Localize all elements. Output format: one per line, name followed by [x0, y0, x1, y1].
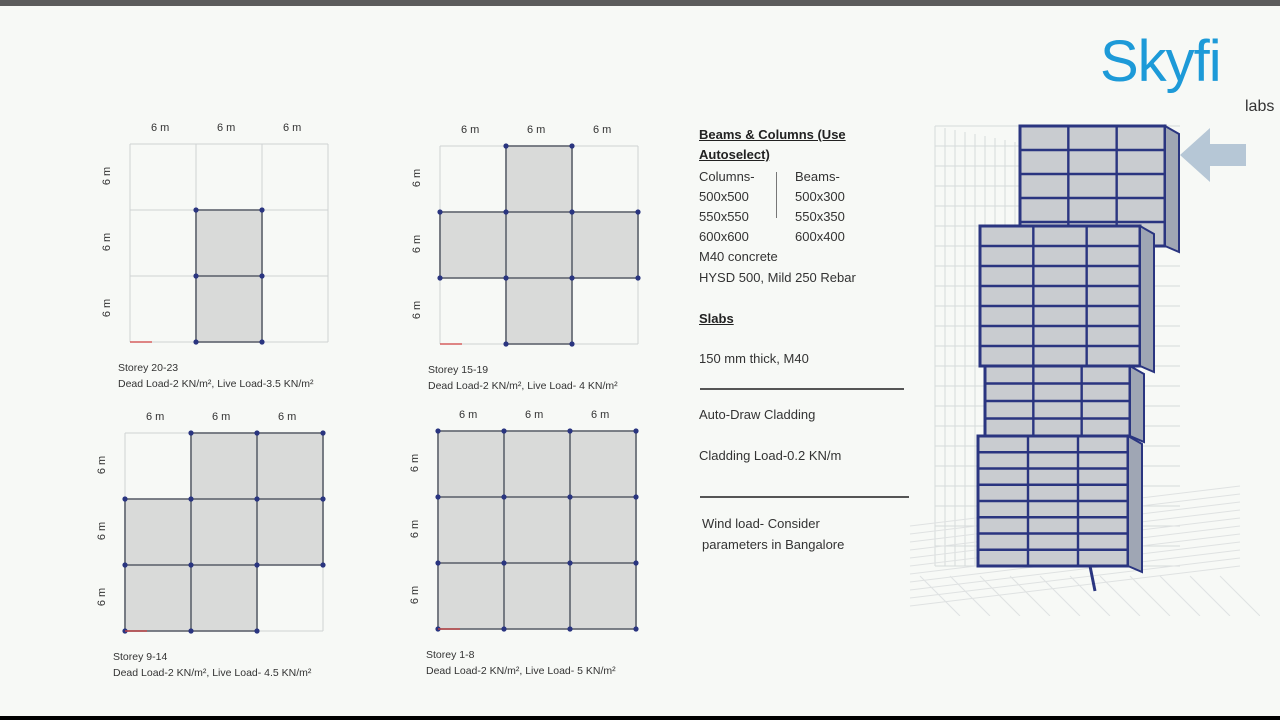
column-node — [193, 273, 198, 278]
wind-load-line1: Wind load- Consider — [702, 516, 820, 531]
columns-label: Columns- — [699, 169, 755, 184]
column-node — [259, 339, 264, 344]
plan-caption-title: Storey 1-8 — [426, 649, 475, 661]
column-node — [633, 428, 638, 433]
plan-caption-loads: Dead Load-2 KN/m², Live Load- 4 KN/m² — [428, 380, 618, 392]
tower-upper-block — [980, 226, 1154, 372]
floor-grid-line — [950, 576, 990, 616]
column-node — [567, 494, 572, 499]
slab-panel — [125, 565, 191, 631]
dimension-label-side: 6 m — [96, 521, 109, 541]
floor-grid-line — [980, 576, 1020, 616]
dimension-label-side: 6 m — [409, 453, 422, 473]
slab-description: 150 mm thick, M40 — [699, 351, 809, 366]
slab-panel — [257, 433, 323, 499]
floor-grid-line — [1220, 576, 1260, 616]
beam-size-3: 600x400 — [795, 229, 845, 244]
column-node — [569, 275, 574, 280]
slab-panel — [570, 497, 636, 563]
slab-panel — [506, 212, 572, 278]
column-node — [193, 339, 198, 344]
dimension-label-top: 6 m — [459, 409, 478, 421]
dimension-label-side: 6 m — [411, 168, 424, 188]
divider-1 — [700, 388, 904, 390]
slab-panel — [438, 497, 504, 563]
slab-panel — [504, 431, 570, 497]
plan-caption-title: Storey 9-14 — [113, 651, 168, 663]
column-node — [567, 428, 572, 433]
dimension-label-side: 6 m — [409, 519, 422, 539]
tower-base-block — [978, 436, 1142, 572]
column-node — [259, 207, 264, 212]
beams-label: Beams- — [795, 169, 840, 184]
tower-middle-block — [985, 366, 1144, 442]
floor-plan-storey-20-23 — [100, 114, 360, 390]
rebar-grade: HYSD 500, Mild 250 Rebar — [699, 270, 856, 285]
dimension-label-side: 6 m — [101, 166, 114, 186]
dimension-label-side: 6 m — [411, 234, 424, 254]
column-node — [254, 628, 259, 633]
slab-panel — [196, 210, 262, 276]
dimension-label-top: 6 m — [278, 411, 297, 423]
column-node — [188, 562, 193, 567]
slab-panel — [257, 499, 323, 565]
plan-caption-title: Storey 20-23 — [118, 362, 179, 374]
plan-grid — [95, 403, 355, 633]
column-node — [259, 273, 264, 278]
column-node — [567, 626, 572, 631]
column-node — [501, 428, 506, 433]
column-node — [435, 494, 440, 499]
column-size-3: 600x600 — [699, 229, 749, 244]
column-beam-divider — [776, 172, 777, 218]
dimension-label-top: 6 m — [593, 124, 612, 136]
slab-panel — [196, 276, 262, 342]
cladding-text: Auto-Draw Cladding — [699, 407, 816, 422]
block-side-face — [1130, 366, 1144, 442]
beam-size-2: 550x350 — [795, 209, 845, 224]
dimension-label-top: 6 m — [525, 409, 544, 421]
skyfi-logo-subtext: labs — [1245, 98, 1275, 115]
column-node — [435, 560, 440, 565]
dimension-label-side: 6 m — [96, 455, 109, 475]
dimension-label-top: 6 m — [146, 411, 165, 423]
block-side-face — [1165, 126, 1179, 252]
column-node — [320, 562, 325, 567]
slab-panel — [570, 563, 636, 629]
slab-panel — [191, 565, 257, 631]
slab-panel — [504, 563, 570, 629]
column-node — [569, 143, 574, 148]
slab-panel — [504, 497, 570, 563]
column-node — [122, 496, 127, 501]
dimension-label-top: 6 m — [151, 122, 170, 134]
slab-panel — [570, 431, 636, 497]
dimension-label-side: 6 m — [96, 587, 109, 607]
wind-load-line2: parameters in Bangalore — [702, 537, 845, 552]
beam-size-1: 500x300 — [795, 189, 845, 204]
column-node — [503, 275, 508, 280]
column-node — [188, 496, 193, 501]
column-node — [435, 428, 440, 433]
column-node — [188, 430, 193, 435]
column-node — [503, 209, 508, 214]
slab-panel — [572, 212, 638, 278]
plan-caption — [113, 649, 311, 681]
dimension-label-side: 6 m — [101, 298, 114, 318]
slab-panel — [440, 212, 506, 278]
slabs-heading: Slabs — [699, 311, 734, 326]
floor-plan-storey-15-19 — [410, 116, 670, 392]
dimension-label-side: 6 m — [409, 585, 422, 605]
dimension-label-side: 6 m — [101, 232, 114, 252]
column-node — [437, 275, 442, 280]
column-node — [569, 209, 574, 214]
column-node — [501, 560, 506, 565]
plan-caption-loads: Dead Load-2 KN/m², Live Load-3.5 KN/m² — [118, 378, 314, 390]
column-node — [633, 494, 638, 499]
plan-caption-loads: Dead Load-2 KN/m², Live Load- 4.5 KN/m² — [113, 667, 312, 679]
floor-grid-line — [1130, 576, 1170, 616]
plan-caption-loads: Dead Load-2 KN/m², Live Load- 5 KN/m² — [426, 665, 616, 677]
column-node — [254, 496, 259, 501]
dimension-label-top: 6 m — [217, 122, 236, 134]
slab-panel — [125, 499, 191, 565]
column-node — [437, 209, 442, 214]
column-node — [633, 560, 638, 565]
plan-grid — [408, 401, 668, 631]
block-side-face — [1128, 436, 1142, 572]
cladding-load-text: Cladding Load-0.2 KN/m — [699, 448, 842, 463]
dimension-label-side: 6 m — [411, 300, 424, 320]
plan-grid — [100, 114, 360, 344]
floor-plan-storey-9-14 — [95, 403, 355, 679]
building-3d-model — [900, 106, 1260, 616]
column-node — [503, 143, 508, 148]
column-node — [320, 496, 325, 501]
slab-panel — [506, 278, 572, 344]
beams-columns-heading-line2: Autoselect) — [699, 147, 770, 162]
plan-caption — [426, 647, 616, 679]
floor-grid-line — [1190, 576, 1230, 616]
tower-base-column — [1090, 566, 1095, 591]
column-size-1: 500x500 — [699, 189, 749, 204]
slide — [0, 6, 1280, 716]
plan-grid — [410, 116, 670, 346]
column-node — [501, 494, 506, 499]
floor-grid-line — [1160, 576, 1200, 616]
dimension-label-top: 6 m — [527, 124, 546, 136]
column-node — [122, 562, 127, 567]
slab-panel — [438, 431, 504, 497]
dimension-label-top: 6 m — [461, 124, 480, 136]
skyfi-logo-text: Skyfi — [1100, 29, 1221, 94]
column-node — [633, 626, 638, 631]
column-node — [567, 560, 572, 565]
dimension-label-top: 6 m — [591, 409, 610, 421]
slab-panel — [506, 146, 572, 212]
slab-panel — [191, 499, 257, 565]
column-node — [193, 207, 198, 212]
beams-columns-heading-line1: Beams & Columns (Use — [699, 127, 846, 142]
column-node — [503, 341, 508, 346]
floor-plan-storey-1-8 — [408, 401, 668, 677]
divider-2 — [700, 496, 909, 498]
dimension-label-top: 6 m — [283, 122, 302, 134]
plan-caption-title: Storey 15-19 — [428, 364, 489, 376]
plan-caption — [118, 360, 314, 392]
column-node — [501, 626, 506, 631]
slab-panel — [438, 563, 504, 629]
slab-panel — [191, 433, 257, 499]
dimension-label-top: 6 m — [212, 411, 231, 423]
column-node — [635, 275, 640, 280]
column-node — [569, 341, 574, 346]
plan-caption — [428, 362, 618, 394]
column-node — [320, 430, 325, 435]
column-node — [188, 628, 193, 633]
column-node — [254, 562, 259, 567]
column-node — [254, 430, 259, 435]
concrete-grade: M40 concrete — [699, 249, 778, 264]
column-size-2: 550x550 — [699, 209, 749, 224]
column-node — [635, 209, 640, 214]
block-side-face — [1140, 226, 1154, 372]
